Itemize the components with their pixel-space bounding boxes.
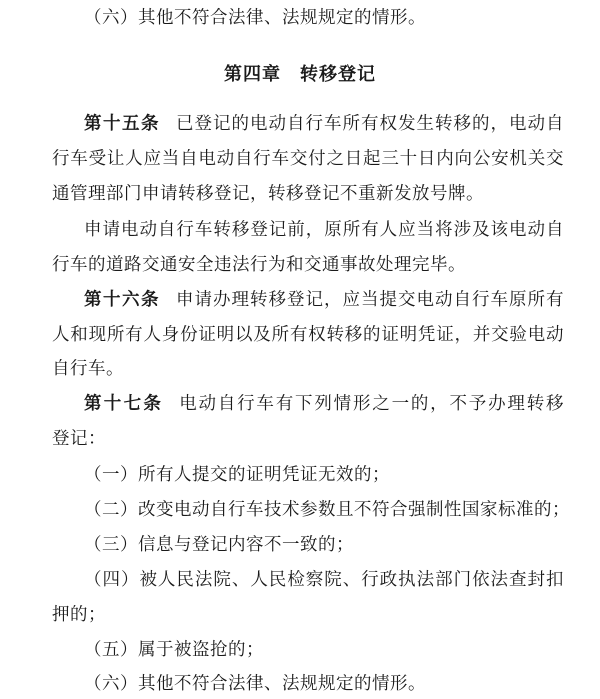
article-17-text: 电动自行车有下列情形之一的，不予办理转移 [179,394,564,414]
list-item: （五）属于被盗抢的； [84,640,264,660]
article-16-line-1 [84,289,564,311]
article-15-line-2: 行车受让人应当自电动自行车交付之日起三十日内向公安机关交 [52,149,564,169]
list-item: （三）信息与登记内容不一致的； [84,535,354,555]
article-17-line-2: 登记： [52,429,106,449]
article-16-line-3: 自行车。 [52,359,124,379]
article-16-text: 申请办理转移登记，应当提交电动自行车原所有 [176,290,564,310]
article-15-line-3: 通管理部门申请转移登记，转移登记不重新发放号牌。 [52,184,484,204]
article-16-label: 第十六条 [84,290,160,310]
list-item-continuation: 押的； [52,605,106,625]
article-17-label: 第十七条 [84,394,164,414]
article-16-line-2: 人和现所有人身份证明以及所有权转移的证明凭证，并交验电动 [52,325,564,345]
article-15-para2-line-2: 行车的道路交通安全违法行为和交通事故处理完毕。 [52,255,466,275]
list-item: （六）其他不符合法律、法规规定的情形。 [84,674,426,694]
article-15-line-1 [84,113,564,135]
list-item: （一）所有人提交的证明凭证无效的； [84,465,390,485]
article-15-para2-line-1: 申请电动自行车转移登记前，原所有人应当将涉及该电动自 [84,220,564,240]
chapter-title: 第四章 转移登记 [224,64,376,85]
article-17-line-1 [84,393,564,415]
article-15-text: 已登记的电动自行车所有权发生转移的，电动自 [176,114,564,134]
list-item: （四）被人民法院、人民检察院、行政执法部门依法查封扣 [84,570,564,590]
article-15-label: 第十五条 [84,114,160,134]
list-item: （二）改变电动自行车技术参数且不符合强制性国家标准的； [84,500,570,520]
list-item: （六）其他不符合法律、法规规定的情形。 [84,8,426,28]
